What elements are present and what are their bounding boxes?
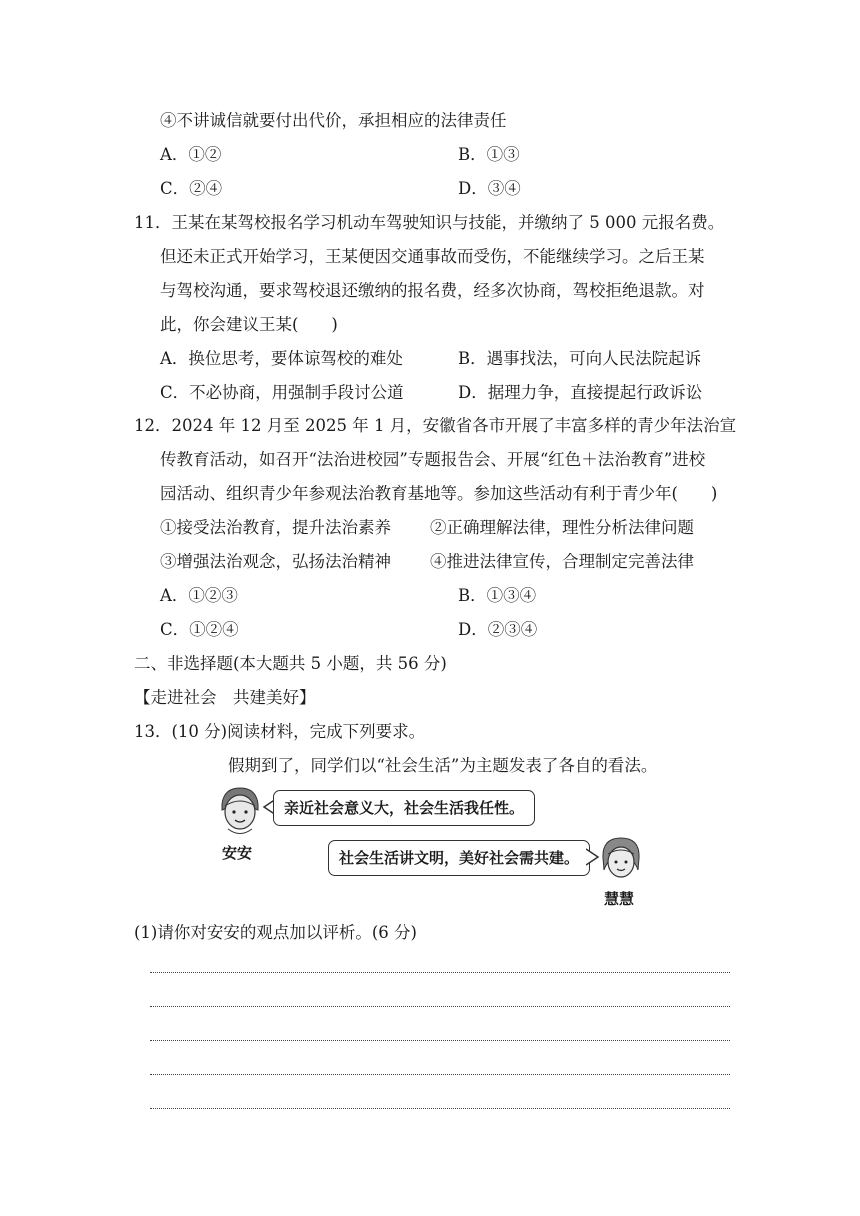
q11-stem-line3: 与驾校沟通，要求驾校退还缴纳的报名费，经多次协商，驾校拒绝退款。对 xyxy=(160,281,705,300)
answer-line xyxy=(150,1006,730,1007)
answer-line xyxy=(150,1108,730,1109)
q11-option-b: B．遇事找法，可向人民法院起诉 xyxy=(458,349,702,368)
anan-name: 安安 xyxy=(222,844,253,862)
q12-option-c: C．①②④ xyxy=(160,620,239,639)
section2-heading: 二、非选择题(本大题共 5 小题，共 56 分) xyxy=(134,654,447,673)
q12-item2: ②正确理解法律，理性分析法律问题 xyxy=(430,518,694,537)
huihui-speech-bubble: 社会生活讲文明，美好社会需共建。 xyxy=(328,840,590,876)
q11-stem-line4: 此，你会建议王某( ) xyxy=(160,315,338,334)
answer-line xyxy=(150,1040,730,1041)
section2-theme: 【走进社会 共建美好】 xyxy=(134,688,316,707)
q11-stem-line2: 但还未正式开始学习，王某便因交通事故而受伤，不能继续学习。之后王某 xyxy=(160,247,705,266)
q11-option-a: A．换位思考，要体谅驾校的难处 xyxy=(160,349,403,368)
q12-item4: ④推进法律宣传，合理制定完善法律 xyxy=(430,552,694,571)
q13-intro: 假期到了，同学们以“社会生活”为主题发表了各自的看法。 xyxy=(228,756,658,775)
q10-option-c: C．②④ xyxy=(160,179,223,198)
q12-stem-line1: 12．2024 年 12 月至 2025 年 1 月，安徽省各市开展了丰富多样的青少年法治宣 xyxy=(134,416,737,435)
q13-sub1: (1)请你对安安的观点加以评析。(6 分) xyxy=(134,923,417,942)
q12-stem-line2: 传教育活动，如召开“法治进校园”专题报告会、开展“红色＋法治教育”进校 xyxy=(160,450,706,469)
q12-option-d: D．②③④ xyxy=(458,620,538,639)
answer-line xyxy=(150,1074,730,1075)
q12-item1: ①接受法治教育，提升法治素养 xyxy=(160,518,391,537)
anan-avatar-icon xyxy=(214,784,266,840)
q11-option-c: C．不必协商，用强制手段讨公道 xyxy=(160,383,404,402)
q10-option-a: A．①② xyxy=(160,145,222,164)
q10-item4: ④不讲诚信就要付出代价，承担相应的法律责任 xyxy=(160,111,507,130)
q10-option-b: B．①③ xyxy=(458,145,520,164)
q12-stem-line3: 园活动、组织青少年参观法治教育基地等。参加这些活动有利于青少年( ) xyxy=(160,484,718,503)
answer-line xyxy=(150,972,730,973)
q12-option-a: A．①②③ xyxy=(160,586,238,605)
huihui-name: 慧慧 xyxy=(604,890,635,908)
q11-option-d: D．据理力争，直接提起行政诉讼 xyxy=(458,383,703,402)
anan-speech-bubble: 亲近社会意义大，社会生活我任性。 xyxy=(273,790,535,826)
q12-option-b: B．①③④ xyxy=(458,586,537,605)
huihui-avatar-icon xyxy=(598,834,644,886)
q10-option-d: D．③④ xyxy=(458,179,521,198)
q11-stem-line1: 11．王某在某驾校报名学习机动车驾驶知识与技能，并缴纳了 5 000 元报名费。 xyxy=(134,213,725,232)
q13-stem: 13．(10 分)阅读材料，完成下列要求。 xyxy=(134,722,426,741)
q12-item3: ③增强法治观念，弘扬法治精神 xyxy=(160,552,391,571)
